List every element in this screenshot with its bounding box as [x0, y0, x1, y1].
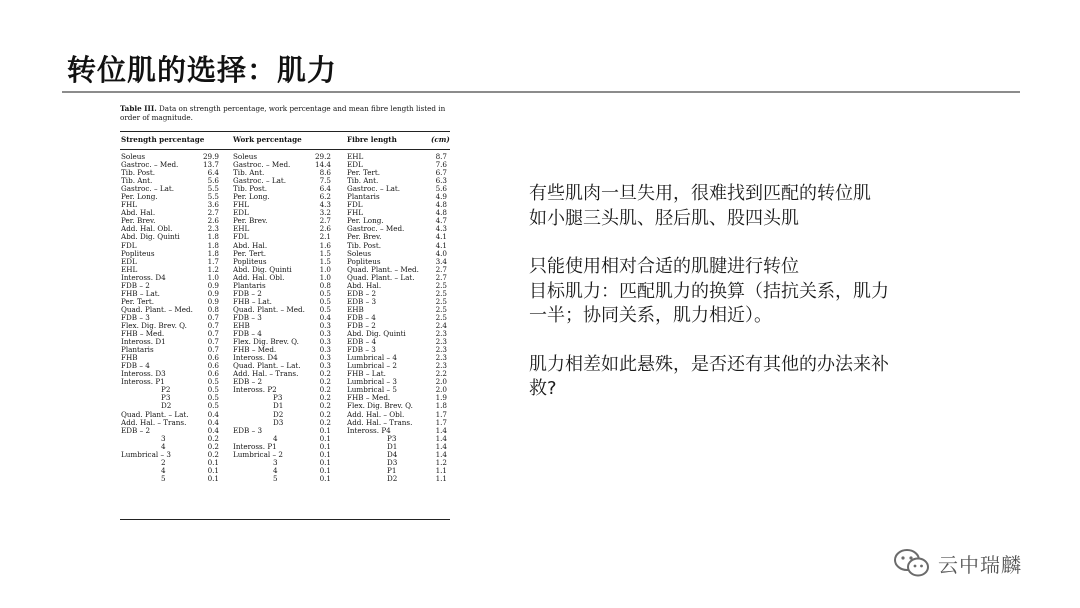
fibre-value: 1.1 [435, 465, 447, 475]
strength-muscle-name: D2 [161, 401, 172, 411]
work-value: 0.4 [319, 312, 331, 322]
work-value: 0.1 [319, 441, 331, 451]
strength-muscle-name: Gastroc. – Med. [121, 160, 179, 170]
strength-value: 29.9 [202, 152, 219, 161]
strength-value: 0.4 [207, 425, 219, 435]
strength-muscle-name: Per. Tert. [121, 296, 155, 306]
fibre-value: 2.5 [435, 280, 447, 290]
fibre-value: 2.7 [435, 272, 447, 282]
fibre-value: 4.7 [435, 216, 447, 226]
fibre-muscle-name: EDL [347, 160, 363, 170]
fibre-value: 2.5 [435, 288, 447, 298]
fibre-muscle-name: FHB – Med. [347, 393, 391, 403]
para3-line2: 救? [529, 378, 557, 399]
work-muscle-name: EDB – 2 [233, 377, 263, 387]
fibre-value: 1.8 [435, 401, 447, 411]
strength-value: 6.4 [207, 168, 219, 178]
fibre-value: 4.1 [435, 240, 447, 250]
strength-value: 0.7 [207, 320, 219, 330]
fibre-value: 2.0 [435, 385, 447, 395]
work-value: 0.1 [319, 449, 331, 459]
work-muscle-name: FHB – Med. [233, 345, 277, 355]
strength-value: 5.5 [207, 184, 219, 194]
para2-line2: 目标肌力：匹配肌力的换算（拮抗关系，肌力 [529, 280, 889, 302]
fibre-muscle-name: Lumbrical – 2 [347, 361, 397, 371]
strength-value: 1.8 [207, 248, 219, 258]
strength-row [121, 427, 221, 435]
work-muscle-name: Soleus [233, 152, 258, 161]
strength-value: 1.0 [207, 272, 219, 282]
fibre-muscle-name: Tib. Post. [347, 240, 381, 250]
table-top-rule [120, 131, 450, 132]
fibre-value: 6.3 [435, 176, 447, 186]
strength-muscle-name: FHB [121, 353, 138, 363]
para2-line3: 一半；协同关系，肌力相近）。 [529, 305, 772, 326]
strength-muscle-name: EDL [121, 256, 137, 266]
strength-muscle-name: Quad. Plant. – Med. [121, 304, 193, 314]
work-value: 6.4 [319, 184, 331, 194]
work-muscle-name: Gastroc. – Med. [233, 160, 291, 170]
fibre-value: 2.3 [435, 345, 447, 355]
fibre-value: 1.9 [435, 393, 447, 403]
work-value: 4.3 [319, 200, 331, 210]
fibre-muscle-name: Per. Long. [347, 216, 384, 226]
strength-value: 5.6 [207, 176, 219, 186]
work-muscle-name: FDB – 3 [233, 312, 262, 322]
para1-line1: 有些肌肉一旦失用，很难找到匹配的转位肌 [529, 183, 871, 204]
strength-muscle-name: EDB – 2 [121, 425, 151, 435]
table-header-rule [120, 149, 450, 150]
fibre-muscle-name: Gastroc. – Med. [347, 224, 405, 234]
fibre-muscle-name: FDB – 4 [347, 312, 376, 322]
work-muscle-name: Popliteus [233, 256, 267, 266]
slide-title: 转位肌的选择：肌力 [67, 53, 338, 87]
fibre-muscle-name: Abd. Hal. [347, 280, 382, 290]
fibre-muscle-name: D1 [387, 441, 398, 451]
fibre-muscle-name: Popliteus [347, 256, 381, 266]
strength-value: 1.8 [207, 240, 219, 250]
work-value: 0.8 [319, 280, 331, 290]
watermark-label: 云中瑞麟 [938, 552, 1022, 577]
strength-value: 2.7 [207, 208, 219, 218]
work-value: 0.5 [319, 296, 331, 306]
fibre-value: 2.5 [435, 312, 447, 322]
strength-value: 0.4 [207, 417, 219, 427]
strength-value: 0.1 [207, 457, 219, 467]
fibre-value: 1.2 [435, 457, 447, 467]
work-value: 0.2 [319, 409, 331, 419]
table-caption [120, 104, 454, 122]
work-value: 0.1 [319, 457, 331, 467]
work-muscle-name: Flex. Dig. Brev. Q. [233, 337, 299, 347]
strength-table-figure [120, 104, 454, 522]
strength-muscle-name: Lumbrical – 3 [121, 449, 171, 459]
work-muscle-name: FHB – Lat. [233, 296, 272, 306]
strength-row [121, 451, 221, 459]
work-value: 0.2 [319, 417, 331, 427]
fibre-muscle-name: Lumbrical – 4 [347, 353, 397, 363]
fibre-muscle-name: Soleus [347, 248, 372, 258]
work-muscle-name: 3 [273, 457, 278, 467]
fibre-muscle-name: Quad. Plant. – Lat. [347, 272, 415, 282]
work-value: 0.5 [319, 288, 331, 298]
fibre-muscle-name: Inteross. P4 [347, 425, 391, 435]
strength-row [121, 386, 221, 394]
work-muscle-name: Inteross. P1 [233, 441, 277, 451]
fibre-value: 1.7 [435, 417, 447, 427]
fibre-muscle-name: EDB – 2 [347, 288, 377, 298]
fibre-muscle-name: Flex. Dig. Brev. Q. [347, 401, 413, 411]
work-value: 1.5 [319, 248, 331, 258]
work-value: 1.5 [319, 256, 331, 266]
table-caption-text: Data on strength percentage, work percentage and mean fibre length listed in order of magnitude. [120, 104, 446, 122]
work-muscle-name: FHL [233, 200, 250, 210]
work-row [233, 427, 333, 435]
work-row [233, 402, 333, 410]
work-value: 0.2 [319, 393, 331, 403]
work-muscle-name: Inteross. D4 [233, 353, 278, 363]
strength-row [121, 475, 221, 483]
strength-value: 0.6 [207, 369, 219, 379]
strength-muscle-name: Inteross. P1 [121, 377, 165, 387]
strength-muscle-name: FHB – Lat. [121, 288, 160, 298]
work-muscle-name: Plantaris [233, 280, 266, 290]
fibre-column [347, 153, 449, 483]
fibre-value: 3.4 [435, 256, 447, 266]
work-row [233, 411, 333, 419]
fibre-value: 2.7 [435, 264, 447, 274]
fibre-muscle-name: Per. Tert. [347, 168, 381, 178]
slide-body-text [529, 182, 979, 402]
fibre-value: 1.7 [435, 409, 447, 419]
fibre-muscle-name: FHB – Lat. [347, 369, 386, 379]
fibre-muscle-name: D2 [387, 473, 398, 483]
strength-muscle-name: 4 [161, 441, 166, 451]
fibre-value: 1.4 [435, 425, 447, 435]
strength-value: 0.5 [207, 393, 219, 403]
work-muscle-name: D3 [273, 417, 284, 427]
fibre-muscle-name: FDL [347, 200, 363, 210]
work-muscle-name: Add. Hal. – Trans. [233, 369, 299, 379]
fibre-value: 4.8 [435, 200, 447, 210]
work-muscle-name: Quad. Plant. – Med. [233, 304, 305, 314]
work-muscle-name: Abd. Hal. [233, 240, 268, 250]
strength-muscle-name: FHL [121, 200, 138, 210]
work-value: 1.0 [319, 272, 331, 282]
work-muscle-name: D2 [273, 409, 284, 419]
header-fibre: Fibre length [347, 135, 397, 144]
fibre-value: 2.5 [435, 304, 447, 314]
header-work: Work percentage [233, 135, 302, 144]
work-muscle-name: FDL [233, 232, 249, 242]
fibre-value: 7.6 [435, 160, 447, 170]
work-muscle-name: Tib. Post. [233, 184, 267, 194]
strength-muscle-name: FDB – 4 [121, 361, 150, 371]
fibre-value: 2.2 [435, 369, 447, 379]
fibre-muscle-name: EDB – 3 [347, 296, 377, 306]
strength-muscle-name: Popliteus [121, 248, 155, 258]
strength-muscle-name: FHB – Med. [121, 329, 165, 339]
work-value: 29.2 [314, 152, 331, 161]
strength-muscle-name: Add. Hal. – Trans. [121, 417, 187, 427]
strength-row [121, 378, 221, 386]
fibre-muscle-name: P1 [387, 465, 397, 475]
work-value: 3.2 [319, 208, 331, 218]
fibre-value: 2.3 [435, 353, 447, 363]
work-muscle-name: 4 [273, 465, 278, 475]
strength-value: 0.5 [207, 385, 219, 395]
strength-value: 3.6 [207, 200, 219, 210]
work-muscle-name: EDL [233, 208, 249, 218]
strength-muscle-name: FDL [121, 240, 137, 250]
fibre-muscle-name: EHL [347, 152, 364, 161]
fibre-value: 2.4 [435, 320, 447, 330]
work-value: 6.2 [319, 192, 331, 202]
work-row [233, 467, 333, 475]
strength-value: 2.6 [207, 216, 219, 226]
strength-value: 0.6 [207, 353, 219, 363]
strength-row [121, 467, 221, 475]
fibre-row [347, 475, 449, 483]
fibre-value: 6.7 [435, 168, 447, 178]
strength-muscle-name: 5 [161, 473, 166, 483]
work-value: 0.5 [319, 304, 331, 314]
work-value: 0.1 [319, 433, 331, 443]
strength-muscle-name: Tib. Ant. [121, 176, 153, 186]
work-muscle-name: Abd. Dig. Quinti [233, 264, 292, 274]
fibre-value: 1.1 [435, 473, 447, 483]
work-muscle-name: Per. Long. [233, 192, 270, 202]
strength-muscle-name: Inteross. D3 [121, 369, 166, 379]
strength-value: 13.7 [202, 160, 219, 170]
fibre-muscle-name: D4 [387, 449, 398, 459]
work-value: 0.2 [319, 369, 331, 379]
strength-value: 0.8 [207, 304, 219, 314]
strength-muscle-name: Per. Brev. [121, 216, 156, 226]
table-header-row [120, 134, 454, 146]
fibre-value: 2.3 [435, 337, 447, 347]
strength-muscle-name: Per. Long. [121, 192, 158, 202]
strength-value: 2.3 [207, 224, 219, 234]
work-value: 0.2 [319, 377, 331, 387]
fibre-value: 4.8 [435, 208, 447, 218]
fibre-muscle-name: FDB – 2 [347, 320, 376, 330]
strength-value: 5.5 [207, 192, 219, 202]
strength-value: 0.1 [207, 465, 219, 475]
work-value: 1.0 [319, 264, 331, 274]
work-column [233, 153, 333, 483]
strength-muscle-name: Plantaris [121, 345, 154, 355]
fibre-value: 4.0 [435, 248, 447, 258]
strength-row [121, 459, 221, 467]
table-caption-label: Table III. [120, 104, 157, 113]
work-muscle-name: FDB – 2 [233, 288, 262, 298]
strength-value: 1.8 [207, 232, 219, 242]
fibre-value: 2.5 [435, 296, 447, 306]
fibre-value: 4.1 [435, 232, 447, 242]
work-row [233, 386, 333, 394]
strength-muscle-name: Gastroc. – Lat. [121, 184, 175, 194]
strength-value: 0.7 [207, 345, 219, 355]
strength-value: 1.2 [207, 264, 219, 274]
work-muscle-name: EHB [233, 320, 250, 330]
fibre-value: 4.9 [435, 192, 447, 202]
fibre-value: 8.7 [435, 152, 447, 161]
header-unit: (cm) [431, 135, 450, 144]
strength-value: 0.2 [207, 441, 219, 451]
fibre-value: 2.3 [435, 329, 447, 339]
work-muscle-name: EHL [233, 224, 250, 234]
strength-muscle-name: Soleus [121, 152, 146, 161]
para3-line1: 肌力相差如此悬殊，是否还有其他的办法来补 [529, 353, 889, 375]
fibre-row [347, 427, 449, 435]
fibre-value: 5.6 [435, 184, 447, 194]
strength-value: 0.9 [207, 280, 219, 290]
strength-muscle-name: Abd. Hal. [121, 208, 156, 218]
work-value: 0.2 [319, 385, 331, 395]
work-muscle-name: Per. Brev. [233, 216, 268, 226]
work-row [233, 475, 333, 483]
fibre-muscle-name: Add. Hal. – Obl. [347, 409, 405, 419]
fibre-value: 1.4 [435, 441, 447, 451]
work-muscle-name: 4 [273, 433, 278, 443]
strength-muscle-name: Add. Hal. Obl. [121, 224, 173, 234]
strength-muscle-name: 4 [161, 465, 166, 475]
para2-line1: 只能使用相对合适的肌腱进行转位 [529, 256, 799, 277]
strength-value: 0.1 [207, 473, 219, 483]
work-muscle-name: Gastroc. – Lat. [233, 176, 287, 186]
work-muscle-name: EDB – 3 [233, 425, 263, 435]
work-value: 0.3 [319, 320, 331, 330]
fibre-muscle-name: EDB – 4 [347, 337, 377, 347]
strength-value: 0.2 [207, 449, 219, 459]
fibre-muscle-name: Plantaris [347, 192, 380, 202]
strength-muscle-name: EHL [121, 264, 138, 274]
work-value: 0.3 [319, 345, 331, 355]
fibre-muscle-name: EHB [347, 304, 364, 314]
strength-value: 0.9 [207, 296, 219, 306]
work-row [233, 451, 333, 459]
strength-muscle-name: P3 [161, 393, 171, 403]
fibre-value: 4.3 [435, 224, 447, 234]
strength-row [121, 435, 221, 443]
fibre-row [347, 443, 449, 451]
work-value: 0.3 [319, 329, 331, 339]
strength-muscle-name: FDB – 3 [121, 312, 150, 322]
strength-value: 0.4 [207, 409, 219, 419]
work-value: 8.6 [319, 168, 331, 178]
strength-value: 1.7 [207, 256, 219, 266]
fibre-muscle-name: Per. Brev. [347, 232, 382, 242]
strength-column [121, 153, 221, 483]
strength-value: 0.2 [207, 433, 219, 443]
work-value: 0.2 [319, 401, 331, 411]
work-value: 0.3 [319, 353, 331, 363]
fibre-muscle-name: D3 [387, 457, 398, 467]
work-muscle-name: 5 [273, 473, 278, 483]
strength-value: 0.7 [207, 312, 219, 322]
fibre-row [347, 451, 449, 459]
strength-row [121, 394, 221, 402]
work-muscle-name: Add. Hal. Obl. [233, 272, 285, 282]
strength-muscle-name: FDB – 2 [121, 280, 150, 290]
work-value: 0.1 [319, 465, 331, 475]
work-muscle-name: Per. Tert. [233, 248, 267, 258]
work-muscle-name: Tib. Ant. [233, 168, 265, 178]
strength-value: 0.6 [207, 361, 219, 371]
fibre-row [347, 459, 449, 467]
fibre-row [347, 435, 449, 443]
fibre-muscle-name: Add. Hal. – Trans. [347, 417, 413, 427]
strength-muscle-name: Inteross. D4 [121, 272, 166, 282]
work-muscle-name: Inteross. P2 [233, 385, 277, 395]
fibre-row [347, 467, 449, 475]
work-value: 0.3 [319, 361, 331, 371]
wechat-icon [893, 547, 931, 579]
work-muscle-name: FDB – 4 [233, 329, 262, 339]
strength-muscle-name: 3 [161, 433, 166, 443]
work-value: 0.1 [319, 473, 331, 483]
strength-muscle-name: Inteross. D1 [121, 337, 166, 347]
work-value: 0.3 [319, 337, 331, 347]
work-value: 2.6 [319, 224, 331, 234]
fibre-muscle-name: Lumbrical – 3 [347, 377, 397, 387]
fibre-muscle-name: P3 [387, 433, 397, 443]
strength-muscle-name: Flex. Dig. Brev. Q. [121, 320, 187, 330]
fibre-value: 1.4 [435, 449, 447, 459]
fibre-value: 2.0 [435, 377, 447, 387]
fibre-muscle-name: Lumbrical – 5 [347, 385, 397, 395]
work-value: 2.7 [319, 216, 331, 226]
fibre-muscle-name: FDB – 3 [347, 345, 376, 355]
work-row [233, 459, 333, 467]
strength-value: 0.5 [207, 377, 219, 387]
fibre-muscle-name: Gastroc. – Lat. [347, 184, 401, 194]
work-muscle-name: Quad. Plant. – Lat. [233, 361, 301, 371]
work-value: 14.4 [314, 160, 331, 170]
para1-line2: 如小腿三头肌、胫后肌、股四头肌 [529, 207, 799, 229]
title-divider [62, 91, 1020, 93]
fibre-muscle-name: Abd. Dig. Quinti [347, 329, 406, 339]
work-muscle-name: D1 [273, 401, 284, 411]
strength-muscle-name: Tib. Post. [121, 168, 155, 178]
fibre-muscle-name: Quad. Plant. – Med. [347, 264, 419, 274]
strength-value: 0.9 [207, 288, 219, 298]
fibre-muscle-name: Tib. Ant. [347, 176, 379, 186]
watermark [893, 547, 1022, 579]
header-strength: Strength percentage [121, 135, 205, 144]
fibre-muscle-name: FHL [347, 208, 364, 218]
table-bottom-rule [120, 519, 450, 520]
work-row [233, 394, 333, 402]
strength-muscle-name: P2 [161, 385, 171, 395]
strength-muscle-name: 2 [161, 457, 166, 467]
work-muscle-name: Lumbrical – 2 [233, 449, 283, 459]
strength-value: 0.7 [207, 329, 219, 339]
strength-value: 0.7 [207, 337, 219, 347]
fibre-value: 1.4 [435, 433, 447, 443]
strength-muscle-name: Abd. Dig. Quinti [121, 232, 180, 242]
work-muscle-name: P3 [273, 393, 283, 403]
strength-muscle-name: Quad. Plant. – Lat. [121, 409, 189, 419]
fibre-value: 2.3 [435, 361, 447, 371]
strength-value: 0.5 [207, 401, 219, 411]
work-value: 7.5 [319, 176, 331, 186]
work-value: 1.6 [319, 240, 331, 250]
work-value: 0.1 [319, 425, 331, 435]
work-value: 2.1 [319, 232, 331, 242]
